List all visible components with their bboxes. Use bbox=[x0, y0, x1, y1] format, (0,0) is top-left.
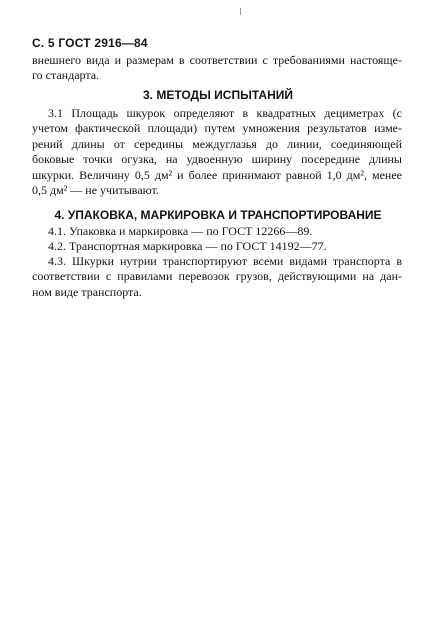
text-line: ном виде транспорта. bbox=[32, 284, 142, 299]
text-line: учетом фактической площади) путем умножения результатов изме- bbox=[32, 121, 402, 136]
section-3-heading: 3. МЕТОДЫ ИСПЫТАНИЙ bbox=[143, 88, 293, 102]
text-line: 4.3. Шкурки нутрии транспортируют всеми видами транспорта в bbox=[48, 254, 402, 268]
text-line: 3.1 Площадь шкурок определяют в квадратных дециметрах (с bbox=[48, 106, 402, 120]
text-line: шкурки. Величину 0,5 дм² и более принимают равной 1,0 дм², менее bbox=[32, 167, 402, 182]
text-line: боковые точки огузка, на удвоенную ширину посередине длины bbox=[32, 152, 402, 167]
text-line: 0,5 дм² — не учитывают. bbox=[32, 183, 159, 198]
text-line: внешнего вида и размерам в соответствии с требованиями настояще- bbox=[32, 53, 402, 67]
paragraph-4-3 bbox=[32, 254, 402, 300]
scan-mark bbox=[240, 8, 241, 15]
item-4-2: 4.2. Транспортная маркировка — по ГОСТ 14192—77. bbox=[48, 239, 327, 253]
text-line: рений длины от середины междуглазья до линии, соединяющей bbox=[32, 136, 402, 151]
text-line: соответствии с правилами перевозок грузов, действующими на дан- bbox=[32, 269, 402, 284]
paragraph-3-1 bbox=[32, 106, 402, 198]
text-line: го стандарта. bbox=[32, 68, 100, 83]
section-4-heading: 4. УПАКОВКА, МАРКИРОВКА И ТРАНСПОРТИРОВАНИЕ bbox=[54, 208, 382, 222]
page-header: С. 5 ГОСТ 2916—84 bbox=[32, 36, 148, 50]
item-4-1: 4.1. Упаковка и маркировка — по ГОСТ 12266—89. bbox=[48, 224, 313, 238]
continuation-paragraph bbox=[32, 53, 402, 84]
